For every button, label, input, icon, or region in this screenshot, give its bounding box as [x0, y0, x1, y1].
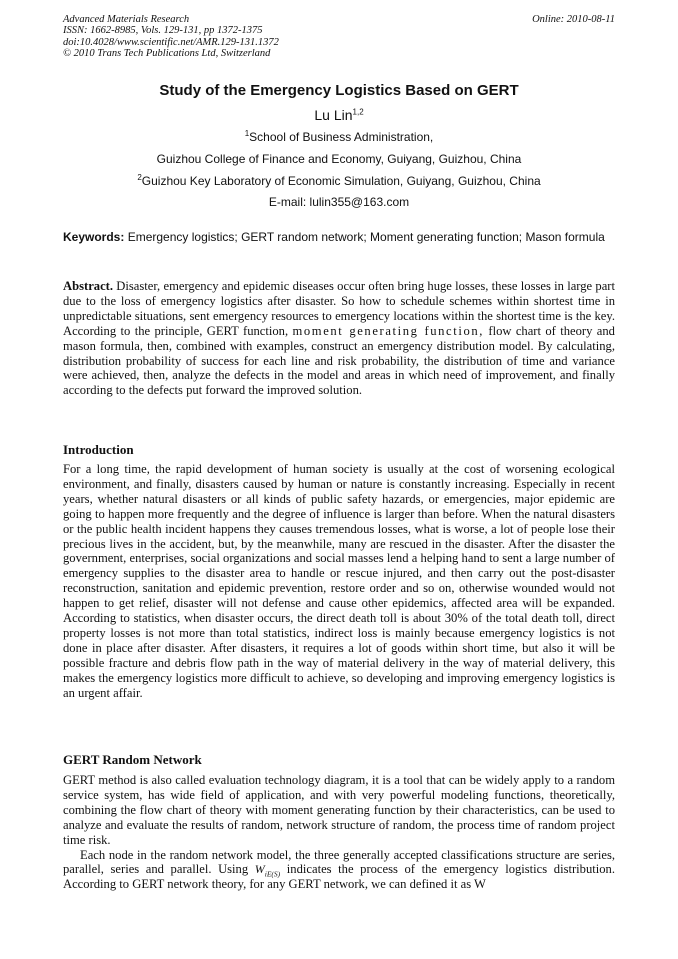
gert-para2-after: indicates the process of the emergency logistics distribution. According to GERT network theory, for any GERT network, we can defined it as W — [63, 862, 615, 892]
gert-para2-before: Each node in the random network model, the three generally accepted classifications structure are series, parallel, series and parallel. Using — [63, 847, 615, 877]
affiliation-1-line-2: Guizhou College of Finance and Economy, Guiyang, Guizhou, China — [156, 152, 522, 166]
gert-paragraph-2 — [63, 848, 615, 893]
math-w: W — [254, 862, 265, 877]
affiliation-2 — [0, 174, 678, 188]
introduction-text: For a long time, the rapid development of human society is usually at the cost of worsening ecological environment, and finally, disasters caused by human or nature is constantly increasing. Especially in recent years, whether natural disasters or all kinds of public safety hazards, or emergencies, major epidemic are going to happen more frequently and the degree of influence is larger than before. When the natural disasters or the public health incident happens they causes tremendous losses, what is worse, a lot of people lose their precious lives in the accident, but, by the meanwhile, many are rescued in the disaster. After the disaster the government, enterprises, social organizations and social masses lend a helping hand to sent a large number of emergency supplies to the disaster area to handle or rescue injured, and then carry out the post-disaster reconstruction, sanitation and epidemic prevention, restore order and so on, otherwise wounded would not happen to get relief, disaster will not defense and cause other epidemics, affected area will be expanded. According to statistics, when disaster occurs, the direct death toll is about 30% of the total death toll, direct property losses is not more than total statistics, indirect loss is mainly because emergency logistics is not done in place after disaster. After disasters, it requires a lot of goods within short time, but also it will be possible fracture and debris flow path in the way of material delivery in the way of material delivery, this makes the emergency logistics more difficult to achieve, so developing and improving emergency logistics is an urgent affair. — [63, 462, 615, 700]
math-w-sub: iE(S) — [264, 869, 281, 879]
abstract-text-2: flow chart of theory and mason formula, then, combined with examples, construct an emergency distribution model. By calculating, distribution probability of success for each line and risk probability, the distribution of time and variance were achieved, then, analyze the defects in the model and areas in which need of improvement, and finally according to the defects put forward the improved solution. — [63, 323, 615, 398]
aff1-sup: 1 — [244, 129, 250, 138]
aff1-text: School of Business Administration, — [249, 130, 434, 144]
paper-title: Study of the Emergency Logistics Based on GERT — [159, 82, 519, 99]
journal-header — [63, 14, 615, 60]
gert-heading: GERT Random Network — [63, 752, 202, 767]
abstract — [63, 279, 615, 398]
issn-line: ISSN: 1662-8985, Vols. 129-131, pp 1372-1375 — [63, 25, 263, 37]
author-affil-sup: 1,2 — [352, 107, 364, 117]
aff2-sup: 2 — [137, 173, 142, 182]
author-name: Lu Lin — [314, 107, 353, 123]
gert-paragraph-1: GERT method is also called evaluation technology diagram, it is a tool that can be widely apply to a random service system, has wide field of application, and with very powerful modeling functions, theoretically, combining the flow chart of theory with moment generating function by their characteristics, can be used to analyze and evaluate the results of random, network structure of random, the process time of random project time risk. — [63, 773, 615, 847]
gert-section — [63, 773, 615, 892]
affiliation-1-line-1 — [0, 130, 678, 144]
keywords — [63, 230, 615, 245]
math-w-ie — [254, 862, 281, 879]
abstract-text-1: Disaster, emergency and epidemic diseases occur often bring huge losses, these losses in large part due to the loss of emergency logistics after disaster. So how to schedule schemes within shortest time in unpredictable situations, sent emergency resources to emergency locations within the shortest time is the key. According to the principle, GERT function, — [63, 279, 615, 338]
abstract-spaced-text: moment generating function, — [292, 323, 484, 338]
author-email: E-mail: lulin355@163.com — [268, 195, 410, 209]
aff2-text: Guizhou Key Laboratory of Economic Simulation, Guiyang, Guizhou, China — [141, 174, 541, 188]
journal-name: Advanced Materials Research — [63, 14, 190, 25]
keywords-label: Keywords: — [63, 230, 125, 244]
abstract-label: Abstract. — [63, 279, 114, 293]
keywords-text: Emergency logistics; GERT random network; Moment generating function; Mason formula — [127, 230, 605, 244]
author-line — [0, 107, 678, 123]
introduction-heading: Introduction — [63, 442, 134, 457]
doi-line: doi:10.4028/www.scientific.net/AMR.129-131.1372 — [63, 36, 279, 48]
copyright-line: © 2010 Trans Tech Publications Ltd, Switzerland — [63, 48, 271, 60]
online-date: Online: 2010-08-11 — [532, 14, 615, 25]
